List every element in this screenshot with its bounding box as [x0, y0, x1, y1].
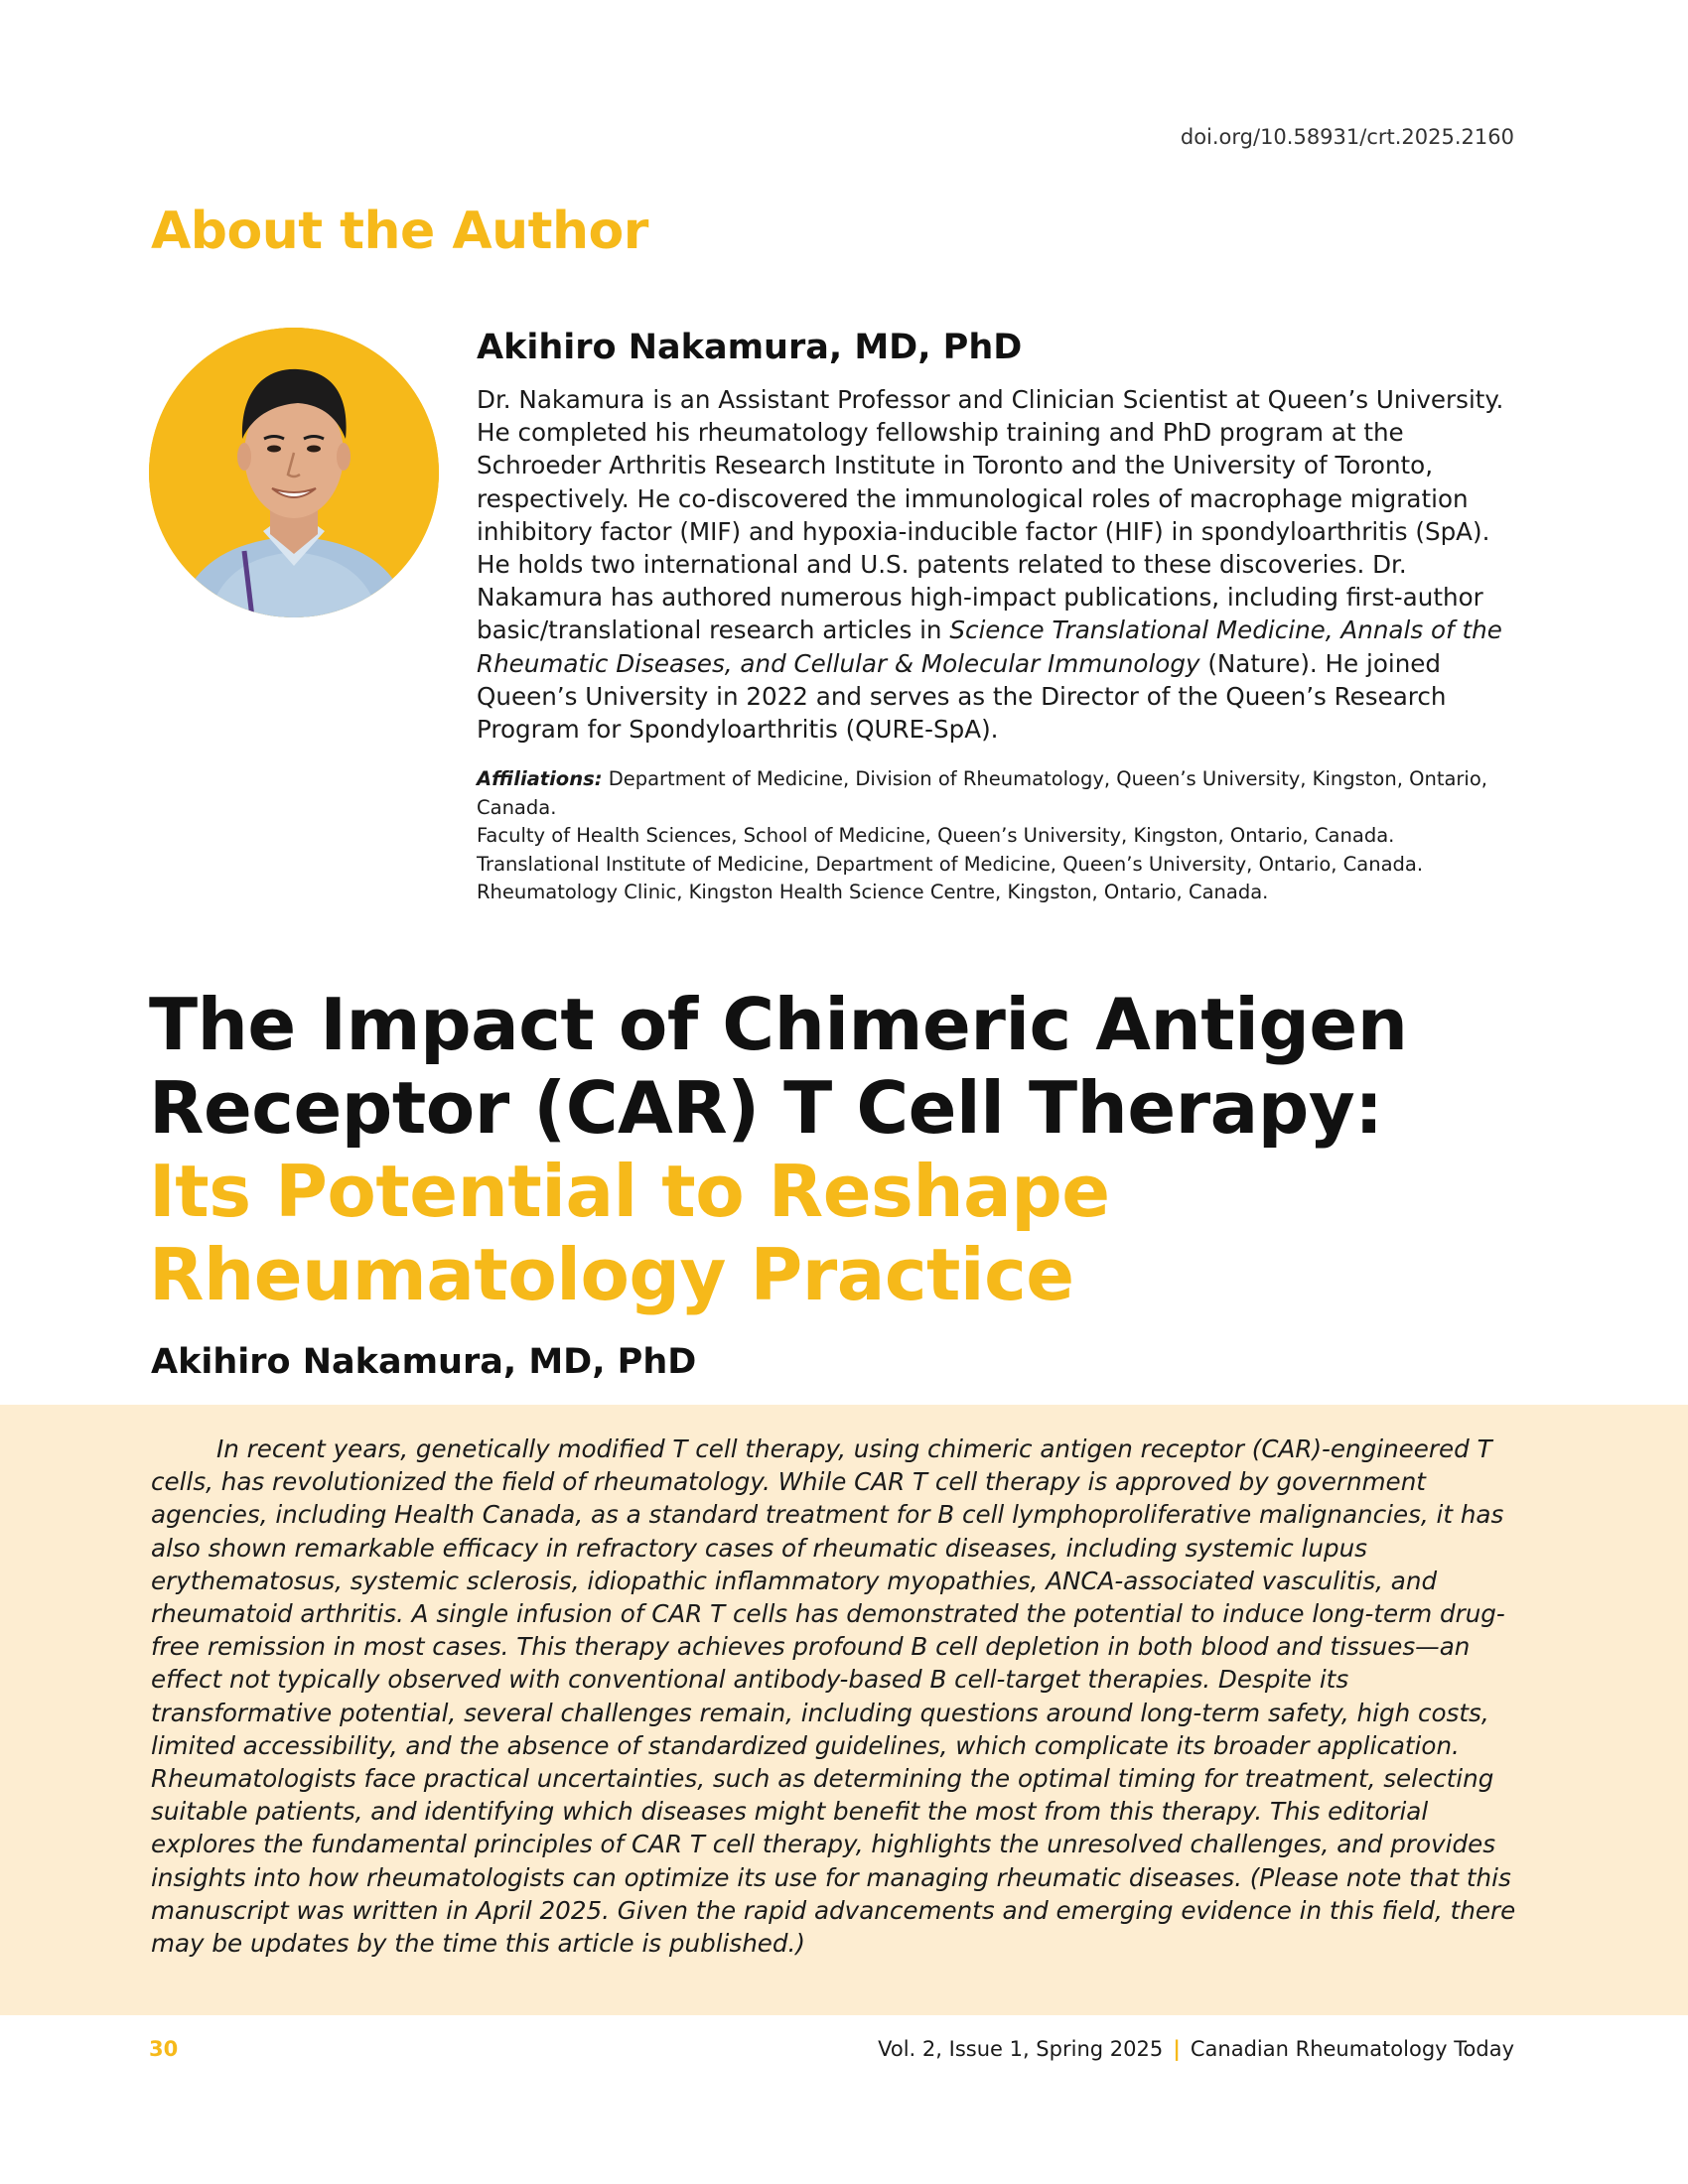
article-author: Akihiro Nakamura, MD, PhD [151, 1342, 697, 1382]
title-line-2: Receptor (CAR) T Cell Therapy: [149, 1066, 1383, 1150]
subtitle-line-2: Rheumatology Practice [149, 1233, 1074, 1316]
doi-link[interactable]: doi.org/10.58931/crt.2025.2160 [1180, 125, 1514, 149]
affiliation-4: Rheumatology Clinic, Kingston Health Science Centre, Kingston, Ontario, Canada. [477, 881, 1269, 904]
footer-journal-name: Canadian Rheumatology Today [1190, 2037, 1514, 2061]
bio-paragraph [477, 383, 1519, 746]
footer-issue: Vol. 2, Issue 1, Spring 2025 [878, 2037, 1164, 2061]
bio-text-part2: (Nature). He joined Queen’s University in 2022 and serves as the Director of the Queen’s Research Program for Spondyloarthritis (QURE-SpA). [477, 648, 1447, 745]
abstract-box [0, 1405, 1688, 2015]
footer-journal-info [878, 2037, 1514, 2061]
affiliation-1-text: Department of Medicine, Division of Rheumatology, Queen’s University, Kingston, Ontario, Canada. [477, 767, 1487, 819]
author-bio-block [477, 328, 1519, 907]
subtitle-line-1: Its Potential to Reshape [149, 1150, 1110, 1233]
author-portrait-illustration [149, 328, 439, 617]
author-photo [149, 328, 439, 617]
footer-separator: | [1173, 2037, 1181, 2061]
abstract-text: In recent years, genetically modified T cell therapy, using chimeric antigen receptor (CAR)-engineered T cells, has revolutionized the field of rheumatology. While CAR T cell therapy is approved by government agencies, including Health Canada, as a standard treatment for B cell lymphoproliferative malignancies, it has also shown remarkable efficacy in refractory cases of rheumatic diseases, including systemic lupus erythematosus, systemic sclerosis, idiopathic inflammatory myopathies, ANCA-associated vasculitis, and rheumatoid arthritis. A single infusion of CAR T cells has demonstrated the potential to induce long-term drug-free remission in most cases. This therapy achieves profound B cell depletion in both blood and tissues—an effect not typically observed with conventional antibody-based B cell-target therapies. Despite its transformative potential, several challenges remain, including questions around long-term safety, high costs, limited accessibility, and the absence of standardized guidelines, which complicate its broader application. Rheumatologists face practical uncertainties, such as determining the optimal timing for treatment, selecting suitable patients, and identifying which diseases might benefit the most from this therapy. This editorial explores the fundamental principles of CAR T cell therapy, highlights the unresolved challenges, and provides insights into how rheumatologists can optimize its use for managing rheumatic diseases. (Please note that this manuscript was written in April 2025. Given the rapid advancements and emerging evidence in this field, there may be updates by the time this article is published.) [151, 1434, 1516, 1959]
affiliations [477, 765, 1519, 907]
affiliation-3: Translational Institute of Medicine, Department of Medicine, Queen’s University, Ontario, Canada. [477, 852, 1424, 876]
about-author-heading: About the Author [151, 202, 648, 261]
page-number: 30 [149, 2037, 179, 2061]
affiliations-label: Affiliations: [477, 767, 603, 791]
affiliation-2: Faculty of Health Sciences, School of Medicine, Queen’s University, Kingston, Ontario, Canada. [477, 824, 1395, 848]
article-title [149, 983, 1539, 1316]
bio-text-part1: Dr. Nakamura is an Assistant Professor and Clinician Scientist at Queen’s University. He completed his rheumatology fellowship training and PhD program at the Schroeder Arthritis Research Institute in Toronto and the University of Toronto, respectively. He co-discovered the immunological roles of macrophage migration inhibitory factor (MIF) and hypoxia-inducible factor (HIF) in spondyloarthritis (SpA). He holds two international and U.S. patents related to these discoveries. Dr. Nakamura has authored numerous high-impact publications, including first-author basic/translational research articles in [477, 385, 1504, 645]
bio-journals-italic: Science Translational Medicine, Annals of the Rheumatic Diseases, and Cellular & Molecular Immunology [477, 615, 1502, 678]
bio-author-name: Akihiro Nakamura, MD, PhD [477, 328, 1023, 367]
affiliation-1 [477, 765, 1519, 822]
title-line-1: The Impact of Chimeric Antigen [149, 983, 1408, 1066]
